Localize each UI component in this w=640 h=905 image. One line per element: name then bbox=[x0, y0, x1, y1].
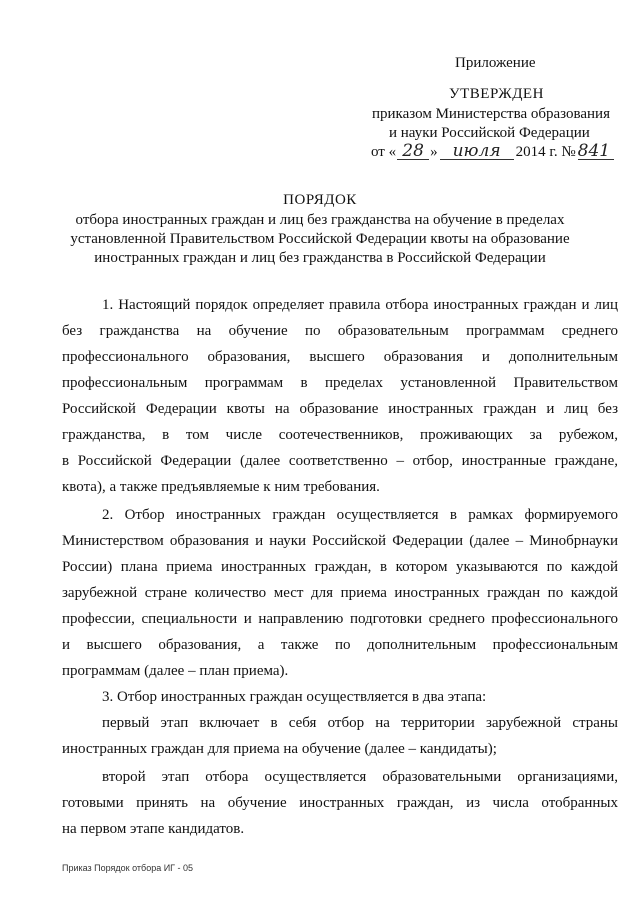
body-line: профессионального образования, высшего образования и дополнительным bbox=[62, 349, 618, 365]
body-line: иностранных граждан для приема на обучение (далее – кандидаты); bbox=[62, 741, 497, 757]
date-month-handwritten: июля bbox=[440, 144, 514, 160]
body-line: 2. Отбор иностранных граждан осуществляется в рамках формируемого bbox=[102, 507, 618, 523]
subtitle-line-3: иностранных граждан и лиц без гражданства в Российской Федерации bbox=[94, 250, 546, 266]
date-prefix: от « bbox=[371, 144, 397, 160]
footer-filename: Приказ Порядок отбора ИГ - 05 bbox=[62, 863, 194, 873]
date-day-handwritten: 28 bbox=[397, 144, 429, 160]
body-line: второй этап отбора осуществляется образовательными организациями, bbox=[102, 769, 618, 785]
body-line: гражданства, в том числе соотечественников, проживающих за рубежом, bbox=[62, 427, 618, 443]
body-line: профессии, специальности и направлению подготовки среднего профессионального bbox=[62, 611, 618, 627]
body-line: зарубежной стране количество мест для приема иностранных граждан по каждой bbox=[62, 585, 618, 601]
body-line: в Российской Федерации (далее соответственно – отбор, иностранные граждане, bbox=[62, 453, 618, 469]
body-line: профессиональным программам в пределах установленной Правительством bbox=[62, 375, 618, 391]
approval-date bbox=[371, 141, 614, 161]
date-mid: » bbox=[430, 144, 438, 160]
approved-heading: УТВЕРЖДЕН bbox=[449, 86, 544, 102]
body-line: готовыми принять на обучение иностранных граждан, из числа отобранных bbox=[62, 795, 618, 811]
approval-line-2: и науки Российской Федерации bbox=[389, 125, 590, 141]
document-title: ПОРЯДОК bbox=[283, 192, 357, 208]
body-line: 1. Настоящий порядок определяет правила отбора иностранных граждан и лиц bbox=[102, 297, 618, 313]
body-line: первый этап включает в себя отбор на территории зарубежной страны bbox=[102, 715, 618, 731]
order-number-handwritten: 841 bbox=[578, 144, 614, 160]
body-line: квота), а также предъявляемые к ним требования. bbox=[62, 479, 380, 495]
subtitle-line-1: отбора иностранных граждан и лиц без гражданства на обучение в пределах bbox=[75, 212, 565, 228]
body-line: и высшего образования, а также по дополнительным профессиональным bbox=[62, 637, 618, 653]
body-line: программам (далее – план приема). bbox=[62, 663, 289, 679]
appendix-label: Приложение bbox=[455, 55, 536, 71]
approval-line-1: приказом Министерства образования bbox=[372, 106, 610, 122]
body-line: России) плана приема иностранных граждан, в котором указываются по каждой bbox=[62, 559, 618, 575]
body-line: Российской Федерации квоты на образование иностранных граждан и лиц без bbox=[62, 401, 618, 417]
subtitle-line-2: установленной Правительством Российской Федерации квоты на образование bbox=[70, 231, 570, 247]
body-line: 3. Отбор иностранных граждан осуществляется в два этапа: bbox=[102, 689, 487, 705]
body-line: на первом этапе кандидатов. bbox=[62, 821, 245, 837]
body-line: Министерством образования и науки Российской Федерации (далее – Минобрнауки bbox=[62, 533, 618, 549]
date-year: 2014 г. № bbox=[515, 144, 576, 160]
body-line: без гражданства на обучение по образовательным программам среднего bbox=[62, 323, 618, 339]
